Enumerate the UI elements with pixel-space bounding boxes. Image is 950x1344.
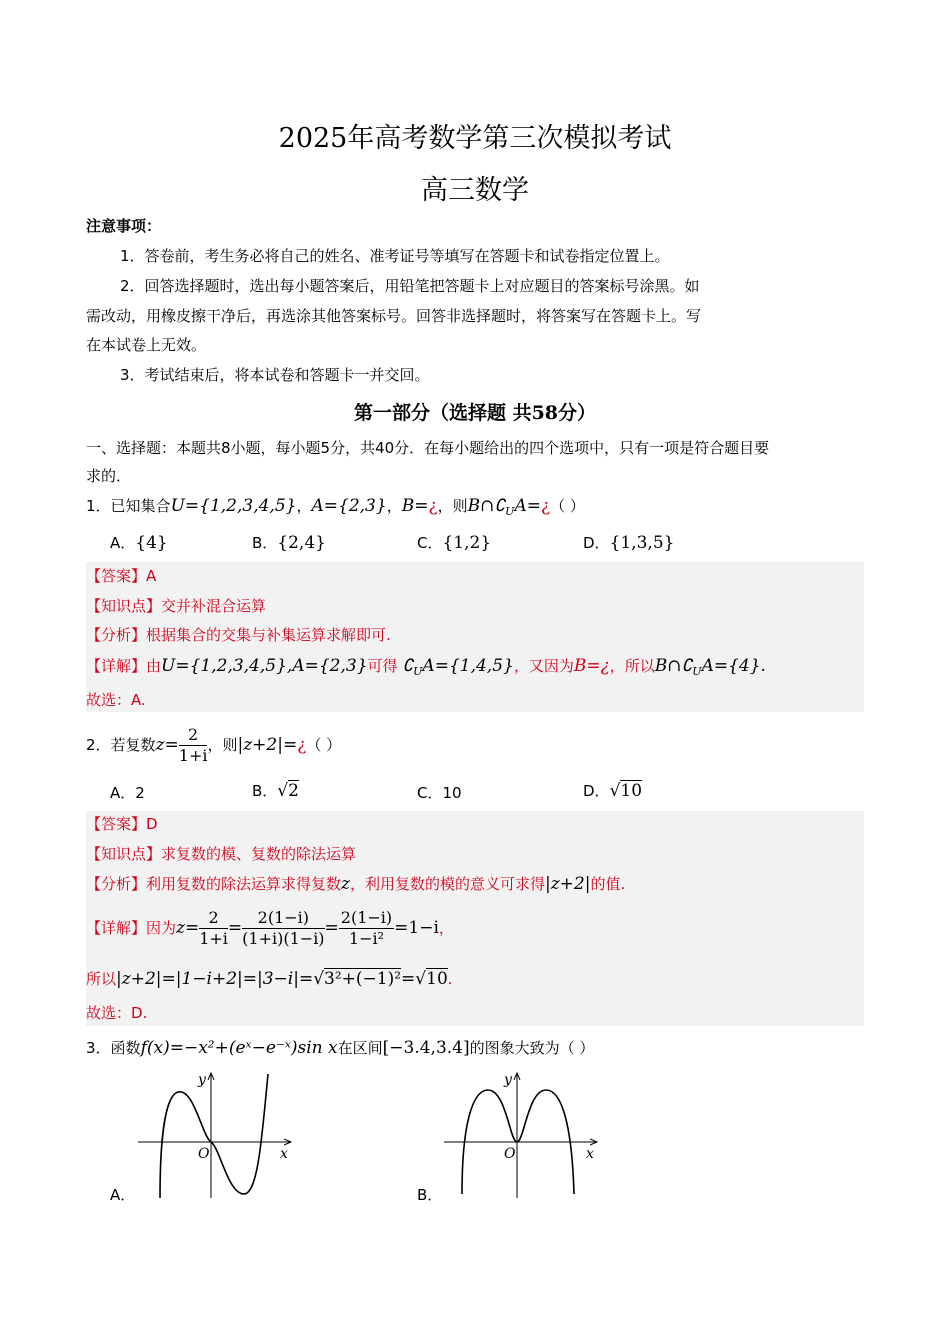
fraction [339,908,394,949]
question-3-option-b: B． [417,1186,443,1204]
detail-label: 【详解】因为 [86,919,177,937]
math-expr: |z+2| [545,874,591,894]
section-title: 第一部分（选择题 共58分） [353,402,597,424]
graph-option-b [436,1066,606,1202]
question-1-option-d [583,532,674,553]
math-expr: B∩∁ [654,656,693,676]
unknown-mark: ¿ [297,735,307,755]
question-2-option-a [110,782,145,803]
question-1-option-b [252,532,326,553]
option-label: B． [252,782,278,800]
option-value: {2,4} [277,533,326,553]
question-1-option-a [110,532,168,553]
question-2-option-d: D．√10 [583,781,643,801]
fraction [242,908,324,949]
notice-item-1: 1．答卷前，考生务必将自己的姓名、准考证号等填写在答题卡和试卷指定位置上。 [120,247,670,265]
subscript-u: U [413,665,423,678]
y-axis-label: y [504,1072,512,1088]
unknown-mark: ¿ [428,496,438,516]
origin-label: O [198,1146,210,1162]
notice-item-2-line-2: 需改动，用橡皮擦干净后，再选涂其他答案标号。回答非选择题时，将答案写在答题卡上。写 [86,307,702,325]
notice-item-2-line-3: 在本试卷上无效。 [86,336,207,354]
question-1-option-c [417,532,491,553]
question-2-stem [86,722,341,768]
section-intro-line-2: 求的． [86,467,132,485]
numerator: 2(1−i) [242,908,324,929]
detail-line-2: 所以|z+2|=|1−i+2|=|3−i|=√3²+(−1)²=√10. [86,969,453,989]
math-expr: |z+2|= [237,735,298,755]
y-axis-label: y [198,1072,206,1088]
option-label: D． [583,534,610,552]
radicand: 3²+(−1)² [324,969,402,989]
exam-title: 2025年高考数学第三次模拟考试 [278,123,672,154]
stem-text: 已知集合 [110,497,171,515]
analysis-text: ，利用复数的模的意义可求得 [349,875,545,893]
denominator: 1+i [178,746,208,765]
math-expr: =1−i [394,918,439,938]
question-1-stem [86,496,585,522]
math-expr: = [227,918,243,938]
subscript-u: U [692,665,702,678]
math-expr: = [324,918,339,938]
fraction [199,908,228,949]
numerator: 2 [199,908,228,929]
question-2-option-b: B．√2 [252,781,299,801]
math-expr: z [341,874,350,894]
exam-subtitle: 高三数学 [421,175,529,206]
knowledge-line: 【知识点】交并补混合运算 [86,597,267,615]
detail-text: ，所以 [609,657,655,675]
stem-text: 函数 [110,1039,141,1057]
option-value: 2 [288,781,299,801]
option-value: 2 [135,784,145,802]
answer-paren: （ ） [550,497,585,515]
question-2-solution-box [86,811,864,1026]
math-expr: U={1,2,3,4,5},A={2,3} [161,656,368,676]
detail-label: 【详解】由 [86,657,162,675]
option-label: A． [110,784,136,802]
stem-text: 在区间 [337,1039,383,1057]
question-3-option-a: A． [110,1186,136,1204]
question-number: 1． [86,497,111,515]
origin-label: O [504,1146,516,1162]
option-value: {1,3,5} [609,533,675,553]
math-expr: ∁ [402,656,414,676]
denominator: 1−i² [348,929,385,948]
math-expr: A={1,4,5} [422,656,514,676]
expression-tail: A= [514,496,541,516]
option-value: {4} [135,533,168,553]
interval-expr: [−3.4,3.4] [382,1038,470,1058]
separator: ，则 [437,497,468,515]
separator: ， [386,497,402,515]
detail-text: . [447,970,453,988]
section-intro-line-1: 一、选择题：本题共8小题，每小题5分，共40分．在每小题给出的四个选项中，只有一项是符合题目要 [86,439,770,457]
math-expr: A={4}. [701,656,766,676]
notice-item-2-line-1: 2．回答选择题时，选出每小题答案后，用铅笔把答题卡上对应题目的答案标号涂黑。如 [120,277,700,295]
subscript-u: U [505,505,515,518]
knowledge-line: 【知识点】求复数的模、复数的除法运算 [86,845,357,863]
stem-text: ，则 [207,736,238,754]
numerator: 2(1−i) [340,908,393,927]
option-value: 10 [620,781,643,801]
stem-text: 的图象大致为（ ） [469,1039,595,1057]
option-label: C． [417,784,443,802]
analysis-text: 【分析】利用复数的除法运算求得复数 [86,875,342,893]
detail-text: 所以 [86,970,117,988]
detail-line [86,656,766,682]
option-label: C． [417,534,443,552]
notice-heading: 注意事项： [86,217,162,235]
answer-paren: （ ） [306,736,342,754]
question-1-solution-box [86,562,864,712]
question-2-option-c [417,782,462,803]
set-a: A={2,3} [311,496,387,516]
math-expr: z= [176,918,200,938]
math-expr: |z+2|=|1−i+2|=|3−i|= [116,969,314,989]
numerator: 2 [179,725,208,746]
conclusion-line: 故选：D. [86,1004,148,1022]
notice-item-3: 3．考试结束后，将本试卷和答题卡一并交回。 [120,366,430,384]
math-expr: z= [155,735,179,755]
denominator: 1+i [199,929,228,948]
denominator: (1+i)(1−i) [242,929,325,948]
option-value: {1,2} [442,533,492,553]
answer-line: 【答案】A [86,567,157,585]
option-label: A． [110,534,136,552]
separator: ， [438,919,454,937]
answer-line: 【答案】D [86,815,158,833]
function-expr: f(x)=−x²+(eˣ−e⁻ˣ)sin x [140,1038,338,1058]
stem-text: 若复数 [110,736,156,754]
detail-line [86,905,454,951]
option-label: D． [583,782,610,800]
math-expr: = [401,969,416,989]
set-b: B= [401,496,429,516]
detail-text: ，又因为 [513,657,574,675]
expression: B∩∁ [467,496,506,516]
question-number: 2． [86,736,111,754]
question-3-stem [86,1038,594,1058]
unknown-mark: ¿ [540,496,551,516]
analysis-line: 【分析】根据集合的交集与补集运算求解即可. [86,626,391,644]
set-u: U={1,2,3,4,5} [170,496,297,516]
math-expr: B=¿ [573,656,610,676]
separator: ， [296,497,312,515]
radicand: 10 [426,969,448,989]
curve [160,1074,268,1198]
question-number: 3． [86,1039,111,1057]
option-value: 10 [442,784,462,802]
detail-text: 可得 [367,657,398,675]
fraction [179,725,208,766]
conclusion-line: 故选：A. [86,691,146,709]
x-axis-label: x [586,1146,594,1162]
analysis-text: 的值. [590,875,626,893]
option-label: B． [252,534,278,552]
x-axis-label: x [280,1146,288,1162]
graph-option-a [130,1066,300,1202]
analysis-line [86,874,625,894]
